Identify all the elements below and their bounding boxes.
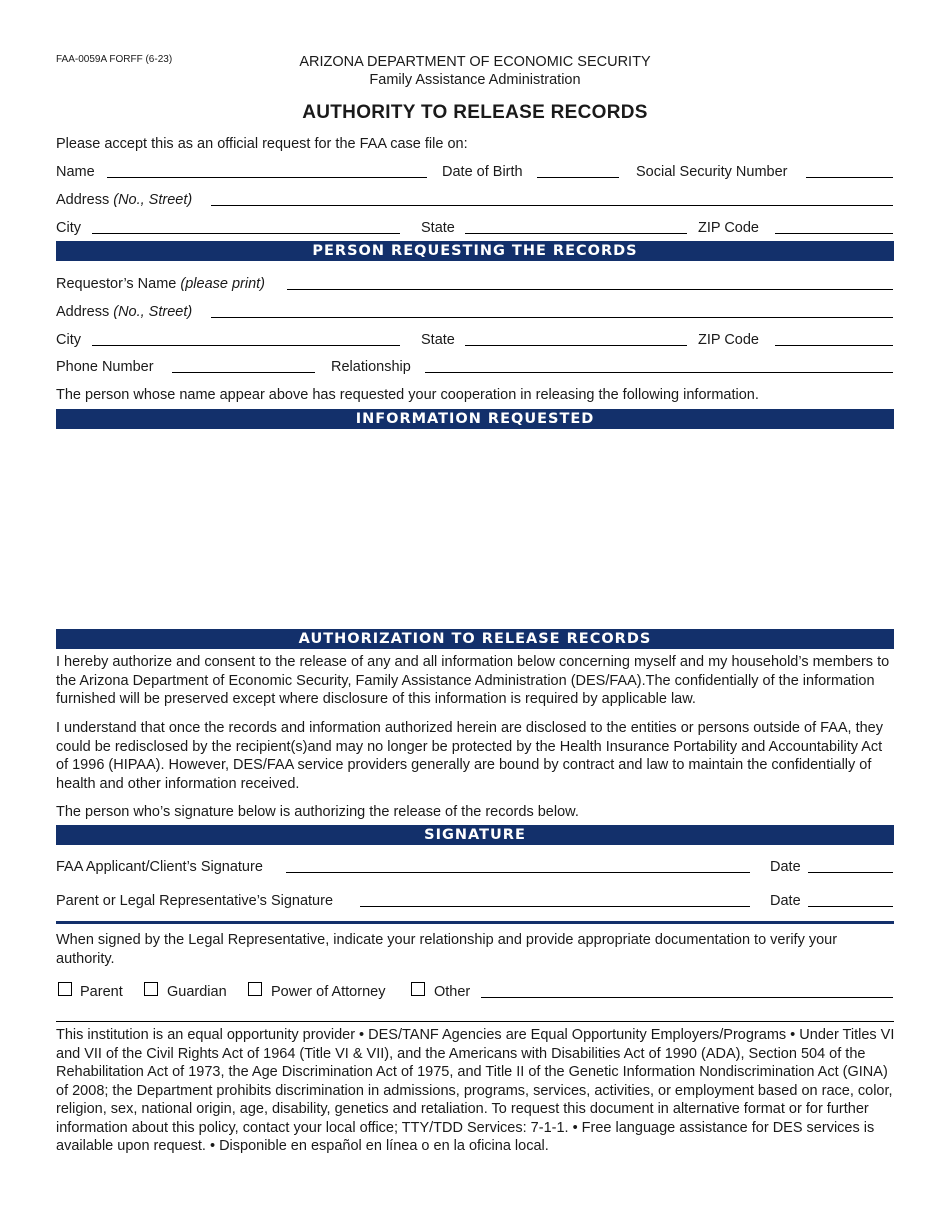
checkbox-power-of-attorney[interactable] [248,982,262,996]
requestor-address-line [211,317,893,318]
applicant-date-label: Date [770,859,801,875]
requestor-address-hint: (No., Street) [113,304,193,320]
address-line [211,205,893,206]
other-input[interactable] [484,980,890,996]
zip-line [775,233,893,234]
relationship-line [425,372,893,373]
footer-divider [56,1021,894,1022]
requestor-address-label-text: Address [56,304,110,320]
parent-date-line [808,906,893,907]
section-person-requesting: PERSON REQUESTING THE RECORDS [56,241,894,261]
city-label: City [56,220,81,236]
ssn-label: Social Security Number [636,164,788,180]
requestor-city-input[interactable] [95,328,397,344]
dob-label: Date of Birth [442,164,523,180]
requestor-zip-line [775,345,893,346]
section-authorization: AUTHORIZATION TO RELEASE RECORDS [56,629,894,649]
requestor-state-input[interactable] [468,328,684,344]
requestor-zip-input[interactable] [778,328,890,344]
division-name: Family Assistance Administration [369,72,581,88]
case-file-intro: Please accept this as an official request for the FAA case file on: [56,136,468,152]
other-line [481,997,893,998]
state-input[interactable] [468,216,684,232]
requestor-state-line [465,345,687,346]
requestor-zip-label: ZIP Code [698,332,759,348]
checkbox-parent[interactable] [58,982,72,996]
option-other-label: Other [434,984,471,1000]
authorization-paragraph-3: The person who’s signature below is authorizing the release of the records below. [56,804,579,820]
department-name: ARIZONA DEPARTMENT OF ECONOMIC SECURITY [299,54,651,70]
name-label: Name [56,164,95,180]
parent-signature-input[interactable] [363,889,747,905]
address-label [56,193,192,208]
applicant-signature-line [286,872,750,873]
authorization-paragraph-2: I understand that once the records and information authorized herein are disclosed to the entities or persons outside of FAA, they could be redisclosed by the recipient(s)and may no longer be protected by the Health Insurance Portability and Accountability Act of 1996 (HIPAA). However, DES/FAA service providers generally are bound by contract and law to maintain the confidentially of health and other information received. [56,720,883,792]
relationship-label: Relationship [331,359,411,375]
requestor-address-input[interactable] [214,300,890,316]
footer-nondiscrimination: This institution is an equal opportunity provider • DES/TANF Agencies are Equal Opportunity Employers/Programs • Under Titles VI and VII of the Civil Rights Act of 1964 (Title VI & VII), and the Americans with Disabilities Act of 1990 (ADA), Section 504 of the Rehabilitation Act of 1973, the Age Discrimination Act of 1975, and Title II of the Genetic Information Nondiscrimination Act (GINA) of 2008; the Department prohibits discrimination in admissions, programs, services, activities, or employment based on race, color, religion, sex, national origin, age, disability, genetics and retaliation. To request this document in alternative format or for further information about this policy, contact your local office; TTY/TDD Services: 7-1-1. • Free language assistance for DES services is available upon request. • Disponible en español en línea o en la oficina local. [56,1027,895,1154]
requestor-address-label [56,305,192,320]
requestor-name-input[interactable] [290,272,890,288]
address-label-text: Address [56,192,110,208]
requestor-name-label [56,277,265,292]
applicant-signature-label: FAA Applicant/Client’s Signature [56,859,263,875]
state-label: State [421,220,455,236]
city-input[interactable] [95,216,397,232]
phone-line [172,372,315,373]
requestor-state-label: State [421,332,455,348]
requestor-name-hint: (please print) [180,276,266,292]
section-signature: SIGNATURE [56,825,894,845]
zip-label: ZIP Code [698,220,759,236]
name-line [107,177,427,178]
phone-input[interactable] [175,355,312,371]
option-guardian-label: Guardian [167,984,227,1000]
applicant-signature-input[interactable] [289,855,747,871]
zip-input[interactable] [778,216,890,232]
section-information-requested: INFORMATION REQUESTED [56,409,894,429]
dob-input[interactable] [539,160,617,176]
address-input[interactable] [214,188,890,204]
legal-representative-note: When signed by the Legal Representative, indicate your relationship and provide appropriate documentation to verify your authority. [56,932,838,967]
applicant-date-input[interactable] [810,855,891,871]
requestor-name-label-text: Requestor’s Name [56,276,177,292]
address-hint: (No., Street) [113,192,193,208]
state-line [465,233,687,234]
checkbox-guardian[interactable] [144,982,158,996]
requestor-name-line [287,289,893,290]
requestor-city-label: City [56,332,81,348]
requestor-city-line [92,345,400,346]
option-power-of-attorney-label: Power of Attorney [271,984,386,1000]
page-title: AUTHORITY TO RELEASE RECORDS [302,102,648,123]
authorization-paragraph-1: I hereby authorize and consent to the release of any and all information below concerning myself and my household’s members to the Arizona Department of Economic Security, Family Assistance Administration (DES/FAA).The confidentially of the information furnished will be preserved except where disclosure of this information is required by applicable law. [56,654,890,707]
requestor-note: The person whose name appear above has requested your cooperation in releasing the following information. [56,387,759,403]
dob-line [537,177,619,178]
relationship-input[interactable] [428,355,890,371]
ssn-line [806,177,893,178]
city-line [92,233,400,234]
phone-label: Phone Number [56,359,154,375]
information-requested-area[interactable] [56,433,894,623]
checkbox-other[interactable] [411,982,425,996]
ssn-input[interactable] [808,160,891,176]
name-input[interactable] [110,160,424,176]
parent-date-input[interactable] [810,889,891,905]
form-code: FAA-0059A FORFF (6-23) [56,54,173,65]
parent-signature-line [360,906,750,907]
option-parent-label: Parent [80,984,123,1000]
parent-date-label: Date [770,893,801,909]
signature-divider [56,921,894,924]
parent-signature-label: Parent or Legal Representative’s Signature [56,893,334,909]
applicant-date-line [808,872,893,873]
